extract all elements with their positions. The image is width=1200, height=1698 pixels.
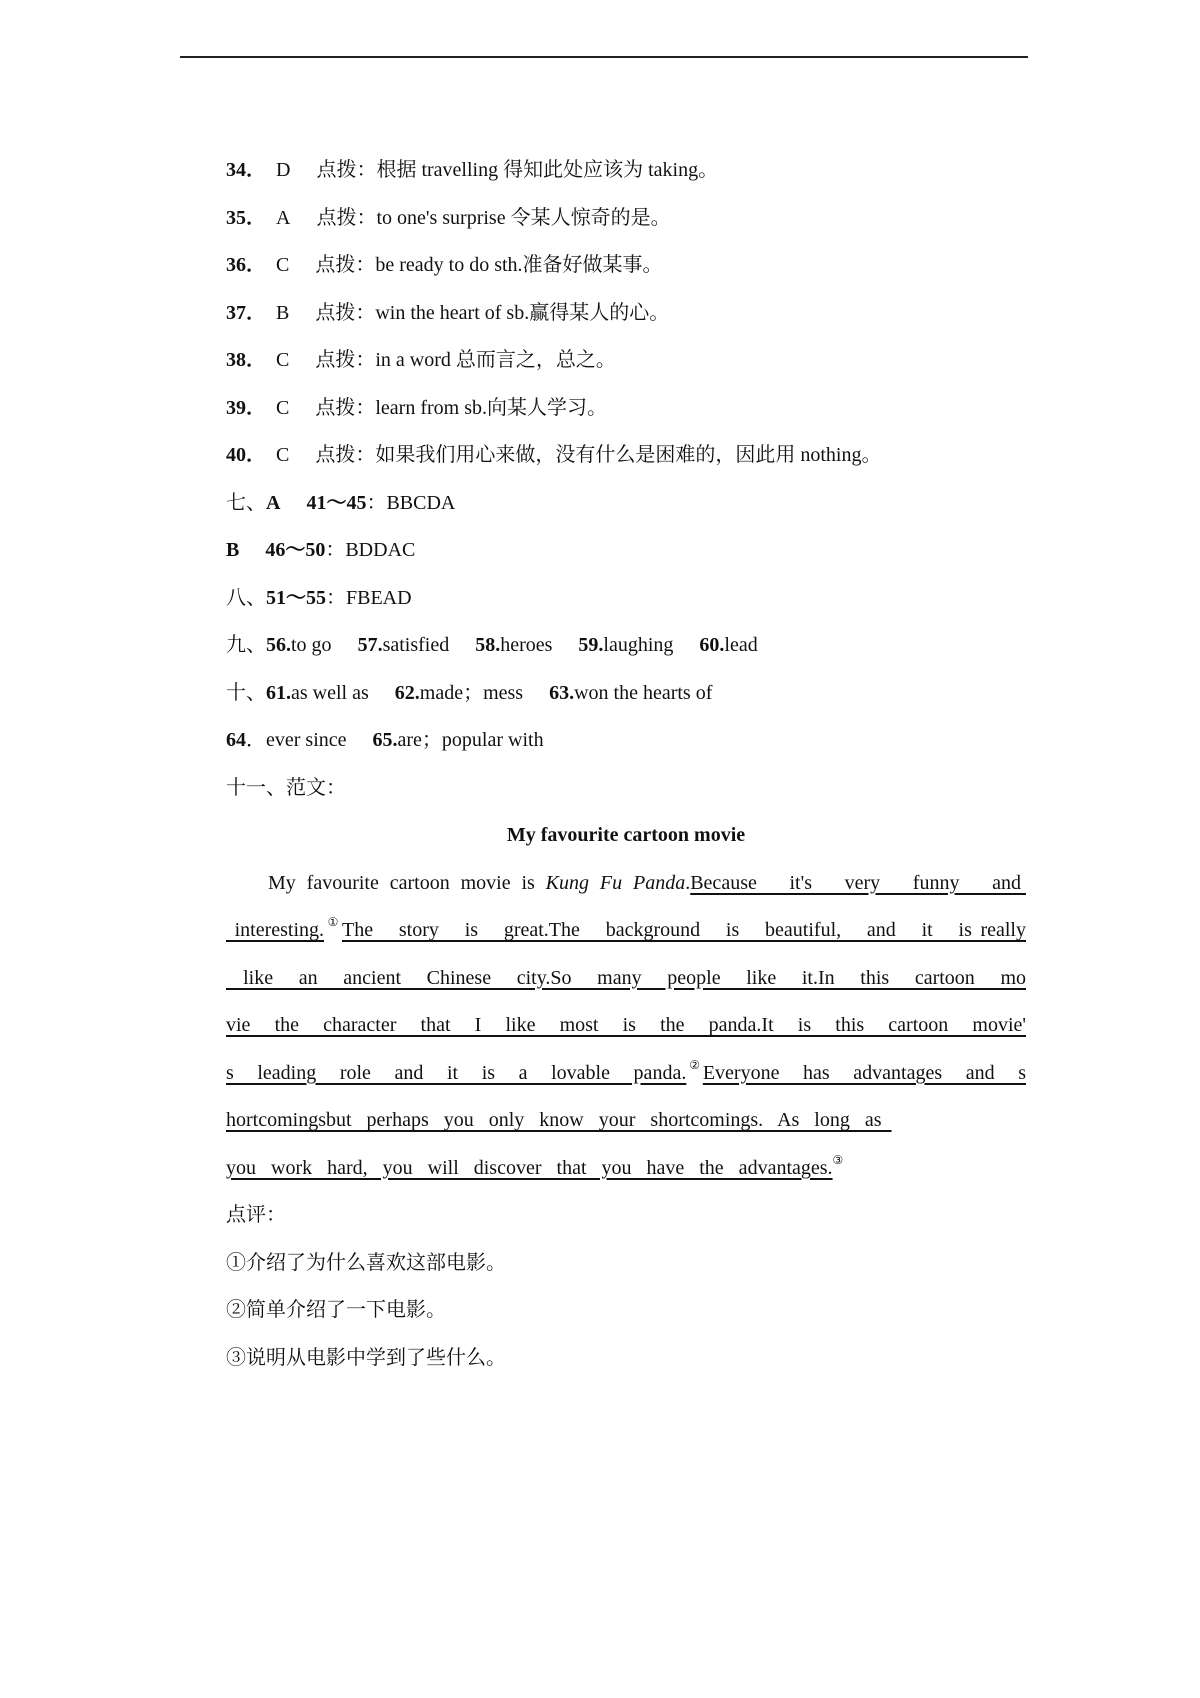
underlined-text: like an ancient Chinese city.So many people like it.In this cartoon mo [226, 966, 1026, 989]
item-answer: are；popular with [397, 729, 544, 751]
answer-35: 35． A 点拨：to one's surprise 令某人惊奇的是。 [226, 206, 671, 229]
section-7b [226, 530, 1026, 578]
essay-text: My favourite cartoon movie is [268, 871, 546, 894]
underlined-text: Because it's very funny and [690, 871, 1026, 894]
item-answer: satisfied [382, 634, 450, 656]
answers: ：FBEAD [326, 586, 412, 609]
item-answer: to go [291, 634, 332, 656]
item-number: 65. [372, 729, 398, 751]
item-number: 59. [578, 634, 604, 656]
range: 51～55 [266, 586, 326, 609]
review-item-1: ①介绍了为什么喜欢这部电影。 [226, 1251, 506, 1274]
question-number: 36 [226, 254, 246, 276]
answer-letter: B [276, 301, 290, 324]
question-number: 39 [226, 396, 246, 419]
answer-letter: D [276, 159, 291, 181]
range: 41～45 [306, 491, 367, 514]
answer-34: 34． D 点拨：根据 travelling 得知此处应该为 taking。 [226, 159, 719, 181]
section-7a [226, 483, 1026, 531]
essay-line-5 [226, 1053, 1026, 1101]
answer-note: 点拨：根据 travelling 得知此处应该为 taking。 [316, 159, 719, 181]
item-number: 61. [266, 681, 291, 704]
underlined-text: you work hard, you will discover that you have the advantages. [226, 1156, 833, 1179]
answer-note: 点拨：learn from sb.向某人学习。 [315, 396, 607, 419]
answers: ：BBCDA [366, 491, 456, 514]
footnote-marker: ② [686, 1057, 703, 1072]
essay-line-7 [226, 1148, 1026, 1196]
essay-line-6 [226, 1100, 1026, 1148]
answer-note: 点拨：win the heart of sb.赢得某人的心。 [315, 301, 670, 324]
section-10 [226, 673, 1026, 721]
part-label: B [226, 539, 240, 561]
answer-36: 36． C 点拨：be ready to do sth.准备好做某事。 [226, 254, 663, 276]
answer-38: 38． C 点拨：in a word 总而言之，总之。 [226, 349, 616, 371]
range: 46～50 [265, 539, 326, 561]
underlined-text: interesting. [226, 919, 325, 941]
underlined-text: The story is great.The background is beautiful, and it is really [342, 919, 1026, 941]
item-answer: won the hearts of [574, 681, 713, 704]
question-number: 35 [226, 206, 246, 229]
answers: ：BDDAC [325, 539, 416, 561]
essay-line-2 [226, 910, 1026, 958]
section-10-line2 [226, 720, 1026, 768]
question-number: 34 [226, 159, 246, 181]
question-number: 37 [226, 301, 246, 324]
answer-letter: C [276, 254, 290, 276]
item-number: 57. [357, 634, 383, 656]
underlined-text: s leading role and it is a lovable panda. [226, 1061, 687, 1084]
section-prefix: 九、 [226, 634, 266, 656]
item-number: 64 [226, 729, 246, 751]
answer-letter: C [276, 396, 290, 419]
essay-text: . [685, 871, 691, 894]
answer-letter: A [276, 206, 291, 229]
item-answer: lead [724, 634, 758, 656]
underlined-text: hortcomingsbut perhaps you only know your shortcomings. As long as [226, 1109, 892, 1131]
review-item-3: ③说明从电影中学到了些什么。 [226, 1346, 506, 1369]
answer-39: 39． C 点拨：learn from sb.向某人学习。 [226, 396, 607, 419]
section-prefix: 七、 [226, 491, 266, 514]
essay-line-4 [226, 1005, 1026, 1053]
question-number: 40 [226, 444, 246, 466]
movie-title: Kung Fu Panda [545, 871, 686, 894]
review-item-2: ②简单介绍了一下电影。 [226, 1299, 446, 1321]
section-prefix: 八、 [226, 586, 266, 609]
section-9 [226, 625, 1026, 673]
answer-letter: C [276, 444, 290, 466]
section-8 [226, 578, 1026, 626]
underlined-text: vie the character that I like most is the panda.It is this cartoon movie' [226, 1014, 1026, 1036]
item-number: 56. [266, 634, 291, 656]
answer-note: 点拨：in a word 总而言之，总之。 [315, 349, 616, 371]
essay-line-1 [226, 863, 1026, 911]
section-11-heading: 十一、范文： [226, 776, 346, 799]
item-answer: as well as [291, 681, 369, 704]
essay-body [226, 863, 1026, 1196]
essay-line-3 [226, 958, 1026, 1006]
answer-37: 37． B 点拨：win the heart of sb.赢得某人的心。 [226, 301, 670, 324]
item-number: 60. [699, 634, 725, 656]
answer-note: 点拨：to one's surprise 令某人惊奇的是。 [316, 206, 671, 229]
item-answer: made；mess [419, 681, 524, 704]
question-number: 38 [226, 349, 246, 371]
answer-40: 40． C 点拨：如果我们用心来做，没有什么是困难的，因此用 nothing。 [226, 444, 882, 466]
section-prefix: 十、 [226, 681, 266, 704]
footnote-marker: ③ [832, 1152, 844, 1167]
item-answer: laughing [603, 634, 674, 656]
item-answer: ．ever since [246, 729, 347, 751]
item-number: 62. [394, 681, 420, 704]
item-answer: heroes [500, 634, 553, 656]
item-number: 63. [549, 681, 575, 704]
answer-letter: C [276, 349, 290, 371]
essay-title: My favourite cartoon movie [506, 824, 746, 846]
answer-note: 点拨：be ready to do sth.准备好做某事。 [315, 254, 663, 276]
answer-sheet [226, 150, 1026, 1385]
top-rule [180, 56, 1028, 58]
underlined-text: Everyone has advantages and s [702, 1061, 1026, 1084]
item-number: 58. [475, 634, 501, 656]
review-heading: 点评： [226, 1204, 286, 1226]
part-label: A [266, 491, 281, 514]
footnote-marker: ① [324, 915, 342, 929]
answer-note: 点拨：如果我们用心来做，没有什么是困难的，因此用 nothing。 [315, 444, 882, 466]
